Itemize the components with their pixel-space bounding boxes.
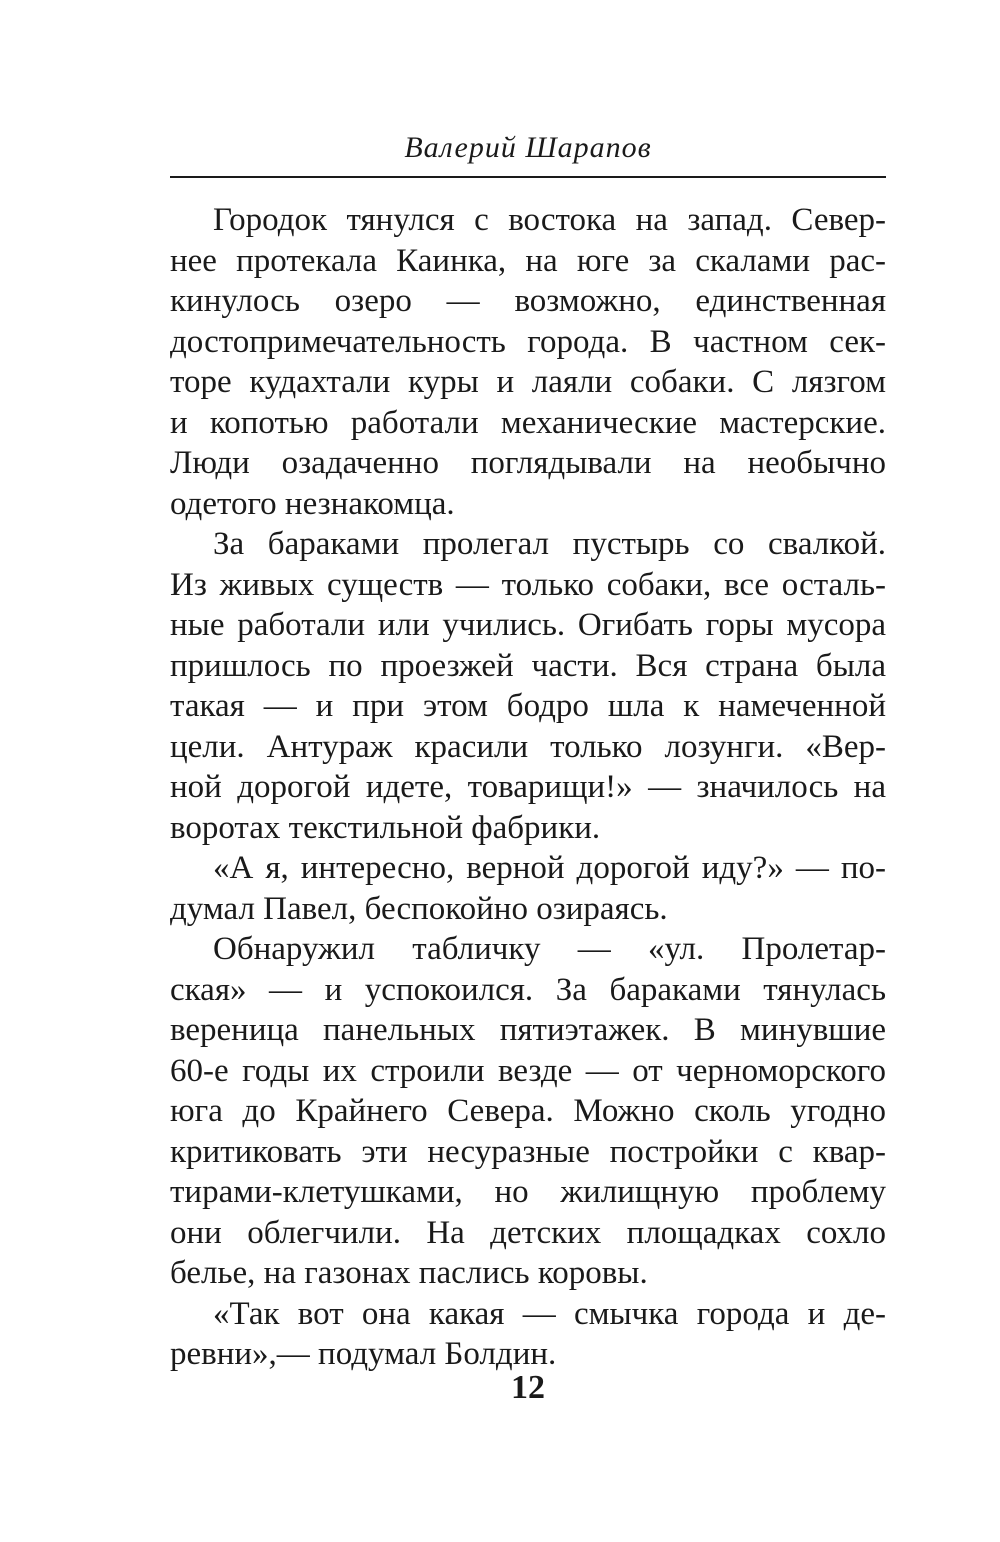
text-line: Из живых существ — только собаки, все осталь-	[170, 566, 886, 603]
text-line: торе кудахтали куры и лаяли собаки. С лязгом	[170, 364, 886, 400]
text-line: одетого незнакомца.	[170, 485, 455, 522]
paragraph-5	[170, 1294, 886, 1375]
text-line: достопримечательность города. В частном сек-	[170, 323, 886, 360]
text-line: воротах текстильной фабрики.	[170, 809, 601, 846]
header-divider	[170, 176, 886, 178]
text-line: цели. Антураж красили только лозунги. «Вер-	[170, 728, 886, 765]
text-line: критиковать эти несуразные постройки с квар-	[170, 1133, 886, 1170]
text-line: Обнаружил табличку — «ул. Пролетар-	[213, 931, 886, 967]
text-line: такая — и при этом бодро шла к намеченной	[170, 688, 886, 724]
text-line: Городок тянулся с востока на запад. Север-	[213, 202, 886, 238]
text-line: тирами-клетушками, но жилищную проблему	[170, 1174, 886, 1210]
text-line: 60-е годы их строили везде — от черноморского	[170, 1052, 886, 1089]
text-line: ные работали или учились. Огибать горы мусора	[170, 607, 886, 643]
text-line: юга до Крайнего Севера. Можно сколь угодно	[170, 1093, 886, 1129]
text-line: пришлось по проезжей части. Вся страна была	[170, 647, 886, 684]
text-line: ной дорогой идете, товарищи!» — значилось на	[170, 769, 886, 805]
text-line: нее протекала Каинка, на юге за скалами рас-	[170, 242, 886, 279]
text-line: думал Павел, беспокойно озираясь.	[170, 890, 668, 927]
paragraph-3	[170, 848, 886, 929]
running-header-author: Валерий Шарапов	[404, 131, 652, 164]
text-line: «А я, интересно, верной дорогой иду?» — по-	[213, 850, 886, 886]
text-line: кинулось озеро — возможно, единственная	[170, 283, 886, 319]
text-line: ская» — и успокоился. За бараками тянулась	[170, 971, 886, 1008]
body-text	[170, 200, 886, 1375]
paragraph-2	[170, 524, 886, 848]
text-line: За бараками пролегал пустырь со свалкой.	[213, 526, 886, 562]
text-line: вереница панельных пятиэтажек. В минувшие	[170, 1012, 886, 1048]
text-line: ревни»,— подумал Болдин.	[170, 1336, 557, 1372]
paragraph-1	[170, 200, 886, 524]
paragraph-4	[170, 929, 886, 1294]
page-number: 12	[511, 1369, 545, 1406]
text-line: и копотью работали механические мастерские.	[170, 404, 886, 441]
text-line: «Так вот она какая — смычка города и де-	[213, 1295, 886, 1332]
text-line: белье, на газонах паслись коровы.	[170, 1255, 648, 1291]
text-line: они облегчили. На детских площадках сохло	[170, 1214, 886, 1251]
text-line: Люди озадаченно поглядывали на необычно	[170, 445, 886, 481]
